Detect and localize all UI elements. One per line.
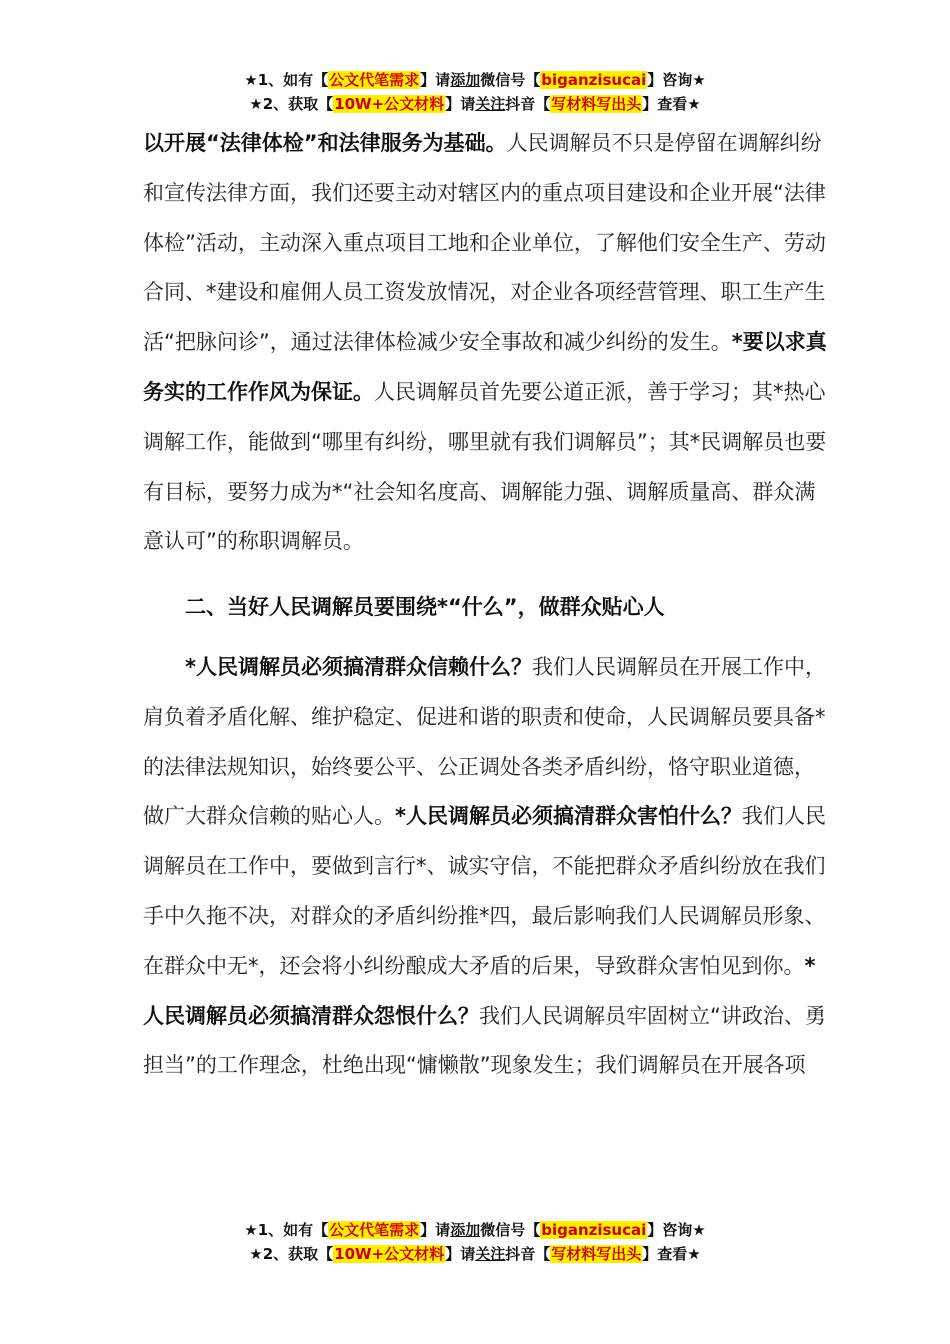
footer-banner xyxy=(0,1218,950,1266)
banner-line-1 xyxy=(0,1218,950,1242)
banner-line-2 xyxy=(0,1242,950,1266)
banner-line-1 xyxy=(0,68,950,92)
banner-text: 】请 xyxy=(420,71,451,89)
banner-underline-text: 关注 xyxy=(475,1245,506,1263)
body-text: 人民调解员不只是停留在调解纠纷和宣传法律方面，我们还要主动对辖区内的重点项目建设和企业开展“法律体检”活动，主动深入重点项目工地和企业单位，了解他们安全生产、劳动合同、*建设和雇佣人员工资发放情况，对企业各项经营管理、职工生产生活“把脉问诊”，通过法律体检减少安全事故和减少纠纷的发生。 xyxy=(143,131,826,355)
body-text: 我们人民调解员牢固树立“讲政治、勇担当”的工作理念，杜绝出现“慵懒散”现象发生；我们调解员在开展各项 xyxy=(143,1003,826,1078)
banner-text: 】查看★ xyxy=(642,1245,701,1263)
banner-text: ★2、获取【 xyxy=(249,1245,334,1263)
banner-text: 抖音【 xyxy=(505,95,551,113)
banner-text: 】请 xyxy=(420,1221,451,1239)
paragraph-1 xyxy=(143,119,833,567)
section-heading: 二、当好人民调解员要围绕*“什么”，做群众贴心人 xyxy=(185,595,665,620)
document-body xyxy=(143,119,833,1091)
banner-text: ★2、获取【 xyxy=(249,95,334,113)
banner-highlight: 公文代笔需求 xyxy=(329,1221,420,1239)
banner-text: ★1、如有【 xyxy=(244,1221,329,1239)
header-banner xyxy=(0,68,950,116)
banner-highlight: 写材料写出头 xyxy=(551,1245,642,1263)
bold-lead: *人民调解员必须搞清群众害怕什么？ xyxy=(395,804,742,829)
banner-highlight: biganzisucai xyxy=(541,1221,647,1239)
banner-highlight: 公文代笔需求 xyxy=(329,71,420,89)
banner-underline-text: 添加 xyxy=(450,1221,481,1239)
banner-text: 】请 xyxy=(445,1245,476,1263)
banner-text: 微信号【 xyxy=(480,1221,541,1239)
banner-text: 微信号【 xyxy=(480,71,541,89)
banner-highlight: 写材料写出头 xyxy=(551,95,642,113)
bold-lead: *人民调解员必须搞清群众怨恨什么？ xyxy=(143,953,816,1028)
banner-highlight: 10W+公文材料 xyxy=(334,95,445,113)
banner-text: ★1、如有【 xyxy=(244,71,329,89)
banner-text: 】请 xyxy=(445,95,476,113)
banner-line-2 xyxy=(0,92,950,116)
banner-underline-text: 关注 xyxy=(475,95,506,113)
bold-lead: 以开展“法律体检”和法律服务为基础。 xyxy=(143,131,507,155)
banner-text: 抖音【 xyxy=(505,1245,551,1263)
banner-highlight: biganzisucai xyxy=(541,71,647,89)
body-text: 我们人民调解员在开展工作中，肩负着矛盾化解、维护稳定、促进和谐的职责和使命，人民调解员要具备*的法律法规知识，始终要公平、公正调处各类矛盾纠纷，恪守职业道德，做广大群众信赖的贴心人。 xyxy=(143,654,826,829)
banner-text: 】咨询★ xyxy=(647,1221,706,1239)
body-text: 人民调解员首先要公道正派，善于学习；其*热心调解工作，能做到“哪里有纠纷，哪里就有我们调解员”；其*民调解员也要有目标，要努力成为*“社会知名度高、调解能力强、调解质量高、群众满意认可”的称职调解员。 xyxy=(143,379,827,554)
banner-text: 】查看★ xyxy=(642,95,701,113)
paragraph-2 xyxy=(143,643,833,1091)
bold-lead: *人民调解员必须搞清群众信赖什么？ xyxy=(185,654,532,679)
body-text: 我们人民调解员在工作中，要做到言行*、诚实守信，不能把群众矛盾纠纷放在我们手中久拖不决，对群众的矛盾纠纷推*四，最后影响我们人民调解员形象、在群众中无*，还会将小纠纷酿成大矛盾的后果，导致群众害怕见到你。 xyxy=(143,804,826,978)
banner-text: 】咨询★ xyxy=(647,71,706,89)
banner-underline-text: 添加 xyxy=(450,71,481,89)
bold-lead: *要以求真务实的工作作风为保证。 xyxy=(143,330,827,404)
banner-highlight: 10W+公文材料 xyxy=(334,1245,445,1263)
